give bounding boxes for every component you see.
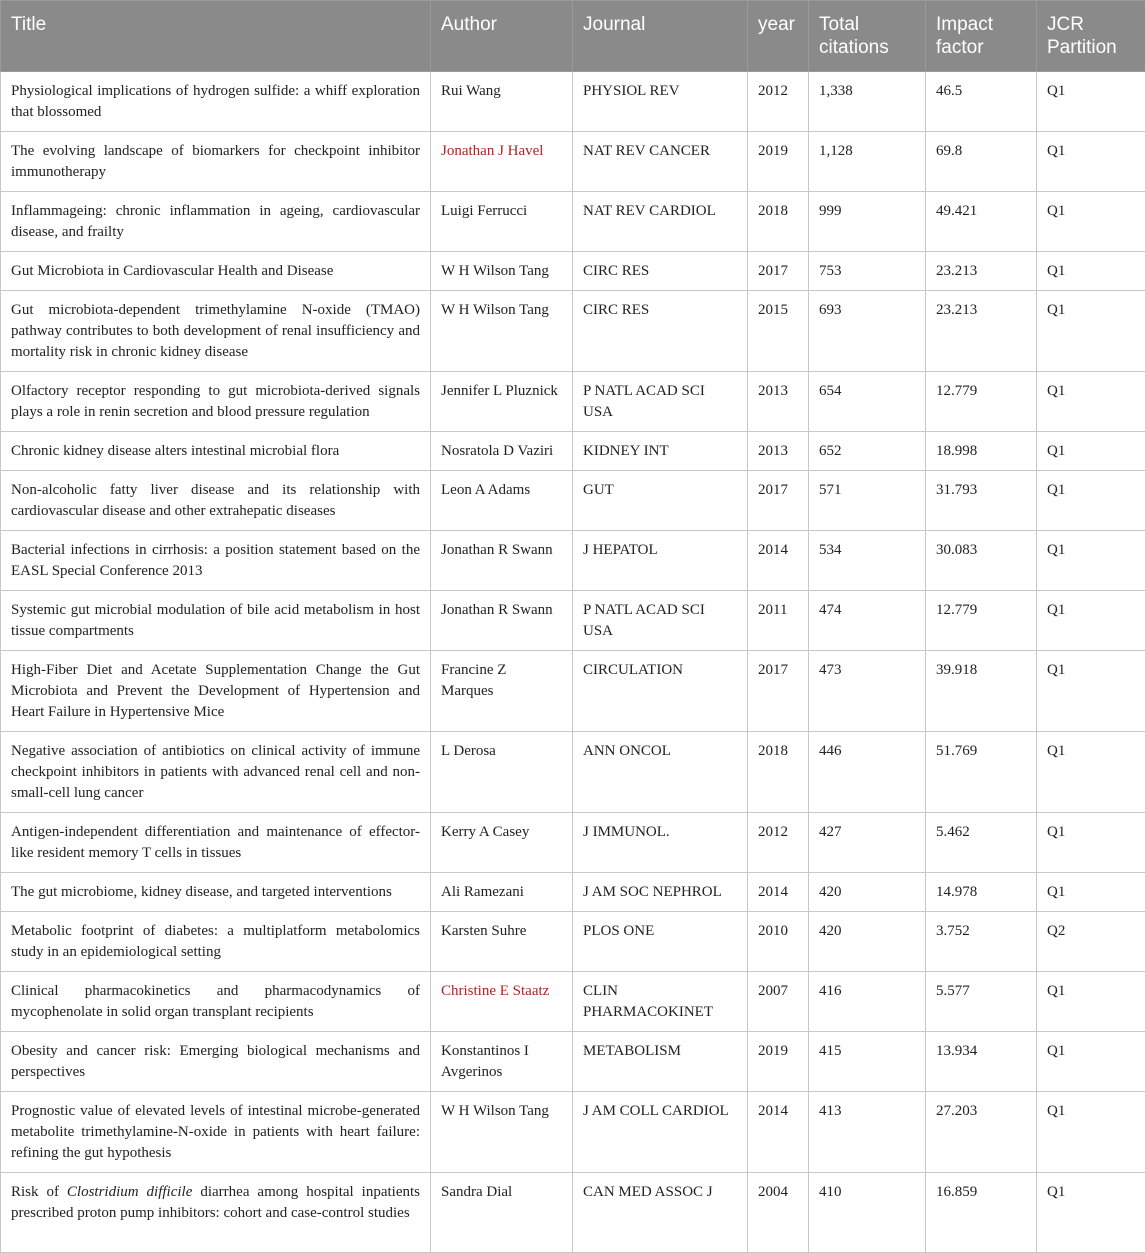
cell-jcr: Q1: [1037, 432, 1145, 471]
cell-citations: 420: [809, 873, 926, 912]
cell-title: Risk of Clostridium difficile diarrhea among hospital inpatients prescribed proton pump inhibitors: cohort and case-control studies: [1, 1173, 431, 1253]
cell-year: 2007: [748, 972, 809, 1032]
cell-impact-factor: 30.083: [926, 531, 1037, 591]
cell-jcr: Q1: [1037, 471, 1145, 531]
cell-impact-factor: 49.421: [926, 192, 1037, 252]
cell-impact-factor: 12.779: [926, 591, 1037, 651]
cell-year: 2014: [748, 531, 809, 591]
table-row: [1, 192, 1145, 252]
cell-journal: PLOS ONE: [573, 912, 748, 972]
cell-impact-factor: 31.793: [926, 471, 1037, 531]
cell-impact-factor: 23.213: [926, 252, 1037, 291]
header-journal: Journal: [573, 1, 748, 72]
cell-title: Negative association of antibiotics on clinical activity of immune checkpoint inhibitors in patients with advanced renal cell and non-small-cell lung cancer: [1, 732, 431, 813]
cell-author: Jonathan R Swann: [431, 591, 573, 651]
table-row: [1, 252, 1145, 291]
table-row: [1, 291, 1145, 372]
cell-impact-factor: 23.213: [926, 291, 1037, 372]
cell-jcr: Q1: [1037, 252, 1145, 291]
cell-year: 2013: [748, 432, 809, 471]
cell-title: Obesity and cancer risk: Emerging biological mechanisms and perspectives: [1, 1032, 431, 1092]
cell-journal: P NATL ACAD SCI USA: [573, 591, 748, 651]
table-row: [1, 732, 1145, 813]
cell-year: 2014: [748, 873, 809, 912]
cell-author: W H Wilson Tang: [431, 1092, 573, 1173]
cell-citations: 753: [809, 252, 926, 291]
table-row: [1, 591, 1145, 651]
cell-impact-factor: 12.779: [926, 372, 1037, 432]
table-row: [1, 1173, 1145, 1253]
cell-citations: 427: [809, 813, 926, 873]
cell-journal: J AM SOC NEPHROL: [573, 873, 748, 912]
header-title: Title: [1, 1, 431, 72]
cell-year: 2018: [748, 732, 809, 813]
cell-title: Clinical pharmacokinetics and pharmacodynamics of mycophenolate in solid organ transplant recipients: [1, 972, 431, 1032]
table-row: [1, 912, 1145, 972]
cell-citations: 652: [809, 432, 926, 471]
cell-impact-factor: 13.934: [926, 1032, 1037, 1092]
cell-author: Ali Ramezani: [431, 873, 573, 912]
cell-title: Systemic gut microbial modulation of bile acid metabolism in host tissue compartments: [1, 591, 431, 651]
cell-title: Gut microbiota-dependent trimethylamine N-oxide (TMAO) pathway contributes to both development of renal insufficiency and mortality risk in chronic kidney disease: [1, 291, 431, 372]
cell-journal: CAN MED ASSOC J: [573, 1173, 748, 1253]
cell-author: Kerry A Casey: [431, 813, 573, 873]
cell-citations: 410: [809, 1173, 926, 1253]
cell-journal: J AM COLL CARDIOL: [573, 1092, 748, 1173]
table-row: [1, 1092, 1145, 1173]
cell-impact-factor: 18.998: [926, 432, 1037, 471]
cell-journal: NAT REV CARDIOL: [573, 192, 748, 252]
table-row: [1, 873, 1145, 912]
cell-impact-factor: 39.918: [926, 651, 1037, 732]
cell-impact-factor: 14.978: [926, 873, 1037, 912]
cell-citations: 999: [809, 192, 926, 252]
cell-title: Inflammageing: chronic inflammation in ageing, cardiovascular disease, and frailty: [1, 192, 431, 252]
cell-journal: METABOLISM: [573, 1032, 748, 1092]
cell-author: Jennifer L Pluznick: [431, 372, 573, 432]
cell-title: Non-alcoholic fatty liver disease and its relationship with cardiovascular disease and other extrahepatic diseases: [1, 471, 431, 531]
cell-jcr: Q1: [1037, 1032, 1145, 1092]
table-row: [1, 972, 1145, 1032]
header-total-citations: Total citations: [809, 1, 926, 72]
table-row: [1, 1032, 1145, 1092]
cell-jcr: Q1: [1037, 72, 1145, 132]
cell-jcr: Q1: [1037, 873, 1145, 912]
table-row: [1, 531, 1145, 591]
cell-citations: 413: [809, 1092, 926, 1173]
cell-impact-factor: 27.203: [926, 1092, 1037, 1173]
cell-year: 2011: [748, 591, 809, 651]
cell-citations: 416: [809, 972, 926, 1032]
header-author: Author: [431, 1, 573, 72]
cell-journal: P NATL ACAD SCI USA: [573, 372, 748, 432]
cell-year: 2012: [748, 813, 809, 873]
cell-title: The evolving landscape of biomarkers for checkpoint inhibitor immunotherapy: [1, 132, 431, 192]
cell-jcr: Q1: [1037, 972, 1145, 1032]
cell-journal: CIRCULATION: [573, 651, 748, 732]
cell-impact-factor: 3.752: [926, 912, 1037, 972]
cell-jcr: Q1: [1037, 192, 1145, 252]
table-row: [1, 432, 1145, 471]
cell-journal: CIRC RES: [573, 252, 748, 291]
cell-author: Leon A Adams: [431, 471, 573, 531]
cell-author-highlighted: Jonathan J Havel: [431, 132, 573, 192]
table-row: [1, 651, 1145, 732]
cell-citations: 446: [809, 732, 926, 813]
cell-year: 2010: [748, 912, 809, 972]
cell-year: 2013: [748, 372, 809, 432]
cell-citations: 693: [809, 291, 926, 372]
cell-year: 2017: [748, 471, 809, 531]
cell-author: Francine Z Marques: [431, 651, 573, 732]
cell-impact-factor: 16.859: [926, 1173, 1037, 1253]
cell-impact-factor: 69.8: [926, 132, 1037, 192]
cell-journal: ANN ONCOL: [573, 732, 748, 813]
cell-impact-factor: 5.577: [926, 972, 1037, 1032]
table-row: [1, 813, 1145, 873]
cell-author: Sandra Dial: [431, 1173, 573, 1253]
cell-journal: NAT REV CANCER: [573, 132, 748, 192]
cell-author: W H Wilson Tang: [431, 291, 573, 372]
cell-title: Olfactory receptor responding to gut microbiota-derived signals plays a role in renin secretion and blood pressure regulation: [1, 372, 431, 432]
cell-title: Physiological implications of hydrogen sulfide: a whiff exploration that blossomed: [1, 72, 431, 132]
cell-citations: 420: [809, 912, 926, 972]
cell-jcr: Q1: [1037, 813, 1145, 873]
cell-author-highlighted: Christine E Staatz: [431, 972, 573, 1032]
cell-year: 2019: [748, 1032, 809, 1092]
cell-author: Luigi Ferrucci: [431, 192, 573, 252]
cell-journal: KIDNEY INT: [573, 432, 748, 471]
cell-jcr: Q2: [1037, 912, 1145, 972]
cell-year: 2018: [748, 192, 809, 252]
cell-citations: 1,128: [809, 132, 926, 192]
cell-journal: PHYSIOL REV: [573, 72, 748, 132]
cell-author: Karsten Suhre: [431, 912, 573, 972]
cell-year: 2015: [748, 291, 809, 372]
cell-impact-factor: 5.462: [926, 813, 1037, 873]
cell-year: 2014: [748, 1092, 809, 1173]
cell-year: 2004: [748, 1173, 809, 1253]
cell-citations: 415: [809, 1032, 926, 1092]
cell-jcr: Q1: [1037, 591, 1145, 651]
cell-title: Antigen-independent differentiation and maintenance of effector-like resident memory T cells in tissues: [1, 813, 431, 873]
cell-title: Prognostic value of elevated levels of intestinal microbe-generated metabolite trimethylamine-N-oxide in patients with heart failure: refining the gut hypothesis: [1, 1092, 431, 1173]
cell-year: 2012: [748, 72, 809, 132]
cell-jcr: Q1: [1037, 291, 1145, 372]
cell-jcr: Q1: [1037, 651, 1145, 732]
cell-impact-factor: 46.5: [926, 72, 1037, 132]
cell-citations: 473: [809, 651, 926, 732]
cell-title: High-Fiber Diet and Acetate Supplementation Change the Gut Microbiota and Prevent the Development of Hypertension and Heart Failure in Hypertensive Mice: [1, 651, 431, 732]
cell-impact-factor: 51.769: [926, 732, 1037, 813]
cell-citations: 654: [809, 372, 926, 432]
header-jcr-partition: JCR Partition: [1037, 1, 1145, 72]
cell-jcr: Q1: [1037, 732, 1145, 813]
cell-jcr: Q1: [1037, 1173, 1145, 1253]
cell-jcr: Q1: [1037, 531, 1145, 591]
cell-title: Gut Microbiota in Cardiovascular Health and Disease: [1, 252, 431, 291]
table-row: [1, 372, 1145, 432]
cell-citations: 571: [809, 471, 926, 531]
cell-jcr: Q1: [1037, 132, 1145, 192]
cell-author: Konstantinos I Avgerinos: [431, 1032, 573, 1092]
cell-journal: J IMMUNOL.: [573, 813, 748, 873]
cell-citations: 534: [809, 531, 926, 591]
cell-author: Jonathan R Swann: [431, 531, 573, 591]
cell-author: Rui Wang: [431, 72, 573, 132]
cell-citations: 1,338: [809, 72, 926, 132]
cell-jcr: Q1: [1037, 372, 1145, 432]
cell-title: The gut microbiome, kidney disease, and targeted interventions: [1, 873, 431, 912]
cell-journal: J HEPATOL: [573, 531, 748, 591]
header-impact-factor: Impact factor: [926, 1, 1037, 72]
cell-year: 2017: [748, 252, 809, 291]
cell-year: 2019: [748, 132, 809, 192]
cell-author: L Derosa: [431, 732, 573, 813]
cell-journal: CIRC RES: [573, 291, 748, 372]
cell-citations: 474: [809, 591, 926, 651]
cell-journal: GUT: [573, 471, 748, 531]
cell-year: 2017: [748, 651, 809, 732]
table-row: [1, 72, 1145, 132]
cell-author: Nosratola D Vaziri: [431, 432, 573, 471]
cell-author: W H Wilson Tang: [431, 252, 573, 291]
header-year: year: [748, 1, 809, 72]
header-row: [1, 1, 1145, 72]
cell-jcr: Q1: [1037, 1092, 1145, 1173]
cell-title: Bacterial infections in cirrhosis: a position statement based on the EASL Special Conference 2013: [1, 531, 431, 591]
cell-title: Chronic kidney disease alters intestinal microbial flora: [1, 432, 431, 471]
cell-title: Metabolic footprint of diabetes: a multiplatform metabolomics study in an epidemiological setting: [1, 912, 431, 972]
table-row: [1, 471, 1145, 531]
table-row: [1, 132, 1145, 192]
cell-journal: CLIN PHARMACOKINET: [573, 972, 748, 1032]
